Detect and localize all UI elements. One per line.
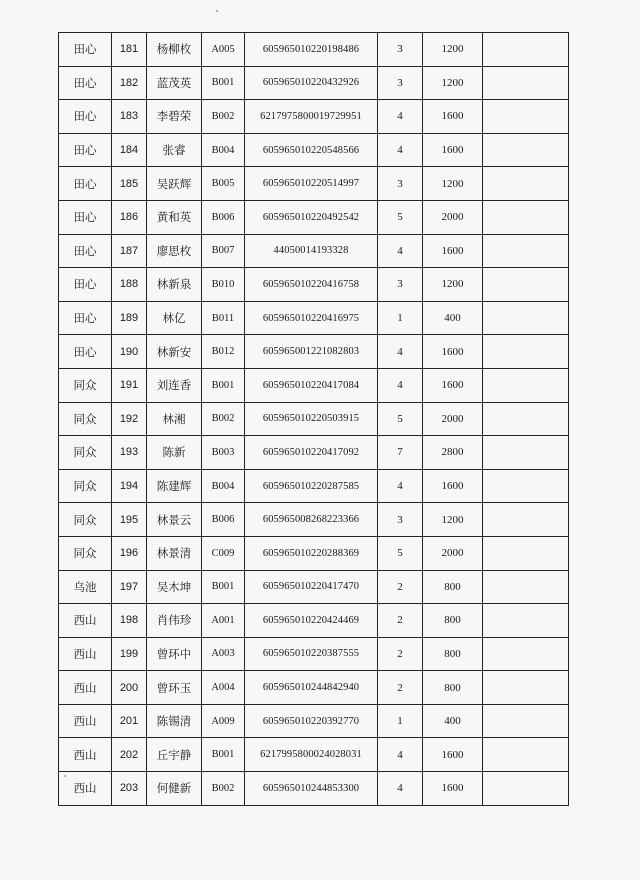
table-row (59, 704, 569, 738)
account-number-cell: 605965010220417470 (245, 570, 378, 604)
amount-cell: 1600 (423, 133, 483, 167)
serial-number-cell: 194 (112, 469, 147, 503)
household-code-cell: C009 (202, 536, 245, 570)
serial-number-cell: 203 (112, 772, 147, 806)
name-cell: 陈新 (147, 436, 202, 470)
table-row (59, 436, 569, 470)
name-cell: 曾环中 (147, 637, 202, 671)
table-row (59, 536, 569, 570)
amount-cell: 1200 (423, 268, 483, 302)
amount-cell: 2000 (423, 200, 483, 234)
name-cell: 刘连香 (147, 368, 202, 402)
village-cell: 西山 (59, 772, 112, 806)
people-count-cell: 1 (378, 301, 423, 335)
serial-number-cell: 200 (112, 671, 147, 705)
remarks-cell (483, 167, 569, 201)
remarks-cell (483, 301, 569, 335)
people-count-cell: 5 (378, 402, 423, 436)
household-code-cell: B002 (202, 100, 245, 134)
people-count-cell: 3 (378, 66, 423, 100)
village-cell: 田心 (59, 100, 112, 134)
remarks-cell (483, 268, 569, 302)
account-number-cell: 605965010220417084 (245, 368, 378, 402)
amount-cell: 1600 (423, 100, 483, 134)
serial-number-cell: 197 (112, 570, 147, 604)
people-count-cell: 4 (378, 133, 423, 167)
account-number-cell: 605965010220416975 (245, 301, 378, 335)
name-cell: 曾环玉 (147, 671, 202, 705)
serial-number-cell: 185 (112, 167, 147, 201)
village-cell: 田心 (59, 133, 112, 167)
account-number-cell: 6217995800024028031 (245, 738, 378, 772)
remarks-cell (483, 637, 569, 671)
household-code-cell: B001 (202, 66, 245, 100)
serial-number-cell: 182 (112, 66, 147, 100)
account-number-cell: 605965010220492542 (245, 200, 378, 234)
name-cell: 张睿 (147, 133, 202, 167)
people-count-cell: 3 (378, 268, 423, 302)
serial-number-cell: 186 (112, 200, 147, 234)
serial-number-cell: 196 (112, 536, 147, 570)
remarks-cell (483, 469, 569, 503)
household-code-cell: B003 (202, 436, 245, 470)
amount-cell: 2800 (423, 436, 483, 470)
people-count-cell: 4 (378, 469, 423, 503)
subsidy-roster-table (58, 32, 569, 806)
village-cell: 田心 (59, 268, 112, 302)
household-code-cell: B006 (202, 503, 245, 537)
village-cell: 西山 (59, 637, 112, 671)
serial-number-cell: 202 (112, 738, 147, 772)
amount-cell: 2000 (423, 402, 483, 436)
serial-number-cell: 181 (112, 33, 147, 67)
account-number-cell: 605965010220432926 (245, 66, 378, 100)
people-count-cell: 4 (378, 100, 423, 134)
name-cell: 何健新 (147, 772, 202, 806)
table-row (59, 772, 569, 806)
amount-cell: 800 (423, 570, 483, 604)
amount-cell: 1600 (423, 368, 483, 402)
name-cell: 肖伟珍 (147, 604, 202, 638)
remarks-cell (483, 335, 569, 369)
serial-number-cell: 198 (112, 604, 147, 638)
household-code-cell: B005 (202, 167, 245, 201)
household-code-cell: A009 (202, 704, 245, 738)
village-cell: 田心 (59, 335, 112, 369)
table-row (59, 200, 569, 234)
village-cell: 西山 (59, 604, 112, 638)
household-code-cell: B002 (202, 772, 245, 806)
table-row (59, 133, 569, 167)
name-cell: 吴跃辉 (147, 167, 202, 201)
remarks-cell (483, 604, 569, 638)
table-row (59, 637, 569, 671)
remarks-cell (483, 368, 569, 402)
name-cell: 李碧荣 (147, 100, 202, 134)
people-count-cell: 4 (378, 368, 423, 402)
village-cell: 同众 (59, 503, 112, 537)
account-number-cell: 605965010244842940 (245, 671, 378, 705)
remarks-cell (483, 402, 569, 436)
people-count-cell: 2 (378, 604, 423, 638)
remarks-cell (483, 100, 569, 134)
household-code-cell: A004 (202, 671, 245, 705)
amount-cell: 1600 (423, 234, 483, 268)
account-number-cell: 605965010220416758 (245, 268, 378, 302)
remarks-cell (483, 436, 569, 470)
amount-cell: 800 (423, 637, 483, 671)
name-cell: 吴木坤 (147, 570, 202, 604)
name-cell: 丘宇静 (147, 738, 202, 772)
village-cell: 同众 (59, 402, 112, 436)
people-count-cell: 3 (378, 503, 423, 537)
account-number-cell: 605965008268223366 (245, 503, 378, 537)
household-code-cell: B001 (202, 570, 245, 604)
household-code-cell: B004 (202, 469, 245, 503)
table-row (59, 167, 569, 201)
account-number-cell: 44050014193328 (245, 234, 378, 268)
household-code-cell: B006 (202, 200, 245, 234)
people-count-cell: 3 (378, 33, 423, 67)
table-row (59, 234, 569, 268)
household-code-cell: A005 (202, 33, 245, 67)
table-row (59, 402, 569, 436)
name-cell: 陈锡清 (147, 704, 202, 738)
people-count-cell: 4 (378, 738, 423, 772)
account-number-cell: 605965010220288369 (245, 536, 378, 570)
amount-cell: 1600 (423, 738, 483, 772)
village-cell: 田心 (59, 33, 112, 67)
village-cell: 田心 (59, 167, 112, 201)
table-row (59, 100, 569, 134)
table-row (59, 66, 569, 100)
household-code-cell: B010 (202, 268, 245, 302)
household-code-cell: A001 (202, 604, 245, 638)
people-count-cell: 2 (378, 570, 423, 604)
account-number-cell: 605965010220198486 (245, 33, 378, 67)
table-row (59, 33, 569, 67)
name-cell: 陈建辉 (147, 469, 202, 503)
account-number-cell: 605965001221082803 (245, 335, 378, 369)
village-cell: 同众 (59, 536, 112, 570)
serial-number-cell: 199 (112, 637, 147, 671)
household-code-cell: B012 (202, 335, 245, 369)
remarks-cell (483, 200, 569, 234)
amount-cell: 1200 (423, 66, 483, 100)
people-count-cell: 4 (378, 335, 423, 369)
remarks-cell (483, 536, 569, 570)
table-row (59, 503, 569, 537)
household-code-cell: B007 (202, 234, 245, 268)
household-code-cell: B011 (202, 301, 245, 335)
remarks-cell (483, 772, 569, 806)
roster-body (59, 33, 569, 806)
table-row (59, 671, 569, 705)
account-number-cell: 605965010220424469 (245, 604, 378, 638)
village-cell: 西山 (59, 704, 112, 738)
remarks-cell (483, 503, 569, 537)
household-code-cell: B002 (202, 402, 245, 436)
serial-number-cell: 183 (112, 100, 147, 134)
amount-cell: 2000 (423, 536, 483, 570)
table-row (59, 469, 569, 503)
name-cell: 林亿 (147, 301, 202, 335)
account-number-cell: 605965010220503915 (245, 402, 378, 436)
name-cell: 林湘 (147, 402, 202, 436)
remarks-cell (483, 671, 569, 705)
account-number-cell: 605965010244853300 (245, 772, 378, 806)
people-count-cell: 1 (378, 704, 423, 738)
amount-cell: 800 (423, 604, 483, 638)
serial-number-cell: 193 (112, 436, 147, 470)
amount-cell: 1600 (423, 772, 483, 806)
amount-cell: 1200 (423, 33, 483, 67)
name-cell: 廖思枚 (147, 234, 202, 268)
village-cell: 田心 (59, 234, 112, 268)
remarks-cell (483, 66, 569, 100)
table-row (59, 335, 569, 369)
table-row (59, 268, 569, 302)
account-number-cell: 605965010220387555 (245, 637, 378, 671)
people-count-cell: 4 (378, 772, 423, 806)
table-row (59, 604, 569, 638)
serial-number-cell: 187 (112, 234, 147, 268)
name-cell: 杨柳枚 (147, 33, 202, 67)
name-cell: 林景清 (147, 536, 202, 570)
serial-number-cell: 189 (112, 301, 147, 335)
village-cell: 同众 (59, 368, 112, 402)
amount-cell: 1200 (423, 503, 483, 537)
village-cell: 西山 (59, 738, 112, 772)
people-count-cell: 2 (378, 671, 423, 705)
name-cell: 林新安 (147, 335, 202, 369)
remarks-cell (483, 704, 569, 738)
table-row (59, 738, 569, 772)
remarks-cell (483, 234, 569, 268)
table-row (59, 368, 569, 402)
amount-cell: 400 (423, 704, 483, 738)
amount-cell: 1200 (423, 167, 483, 201)
remarks-cell (483, 570, 569, 604)
household-code-cell: A003 (202, 637, 245, 671)
name-cell: 黄和英 (147, 200, 202, 234)
remarks-cell (483, 133, 569, 167)
village-cell: 同众 (59, 469, 112, 503)
serial-number-cell: 190 (112, 335, 147, 369)
village-cell: 同众 (59, 436, 112, 470)
scan-speck-top (216, 10, 218, 12)
serial-number-cell: 195 (112, 503, 147, 537)
household-code-cell: B001 (202, 368, 245, 402)
village-cell: 田心 (59, 200, 112, 234)
remarks-cell (483, 738, 569, 772)
amount-cell: 400 (423, 301, 483, 335)
account-number-cell: 605965010220548566 (245, 133, 378, 167)
serial-number-cell: 184 (112, 133, 147, 167)
household-code-cell: B001 (202, 738, 245, 772)
account-number-cell: 605965010220514997 (245, 167, 378, 201)
table-row (59, 301, 569, 335)
account-number-cell: 605965010220287585 (245, 469, 378, 503)
amount-cell: 800 (423, 671, 483, 705)
amount-cell: 1600 (423, 469, 483, 503)
people-count-cell: 3 (378, 167, 423, 201)
name-cell: 林景云 (147, 503, 202, 537)
people-count-cell: 4 (378, 234, 423, 268)
table-row (59, 570, 569, 604)
serial-number-cell: 188 (112, 268, 147, 302)
people-count-cell: 2 (378, 637, 423, 671)
people-count-cell: 7 (378, 436, 423, 470)
people-count-cell: 5 (378, 536, 423, 570)
village-cell: 田心 (59, 66, 112, 100)
remarks-cell (483, 33, 569, 67)
account-number-cell: 6217975800019729951 (245, 100, 378, 134)
serial-number-cell: 201 (112, 704, 147, 738)
name-cell: 蓝茂英 (147, 66, 202, 100)
name-cell: 林新泉 (147, 268, 202, 302)
village-cell: 乌池 (59, 570, 112, 604)
account-number-cell: 605965010220392770 (245, 704, 378, 738)
village-cell: 田心 (59, 301, 112, 335)
serial-number-cell: 192 (112, 402, 147, 436)
people-count-cell: 5 (378, 200, 423, 234)
account-number-cell: 605965010220417092 (245, 436, 378, 470)
serial-number-cell: 191 (112, 368, 147, 402)
village-cell: 西山 (59, 671, 112, 705)
amount-cell: 1600 (423, 335, 483, 369)
household-code-cell: B004 (202, 133, 245, 167)
